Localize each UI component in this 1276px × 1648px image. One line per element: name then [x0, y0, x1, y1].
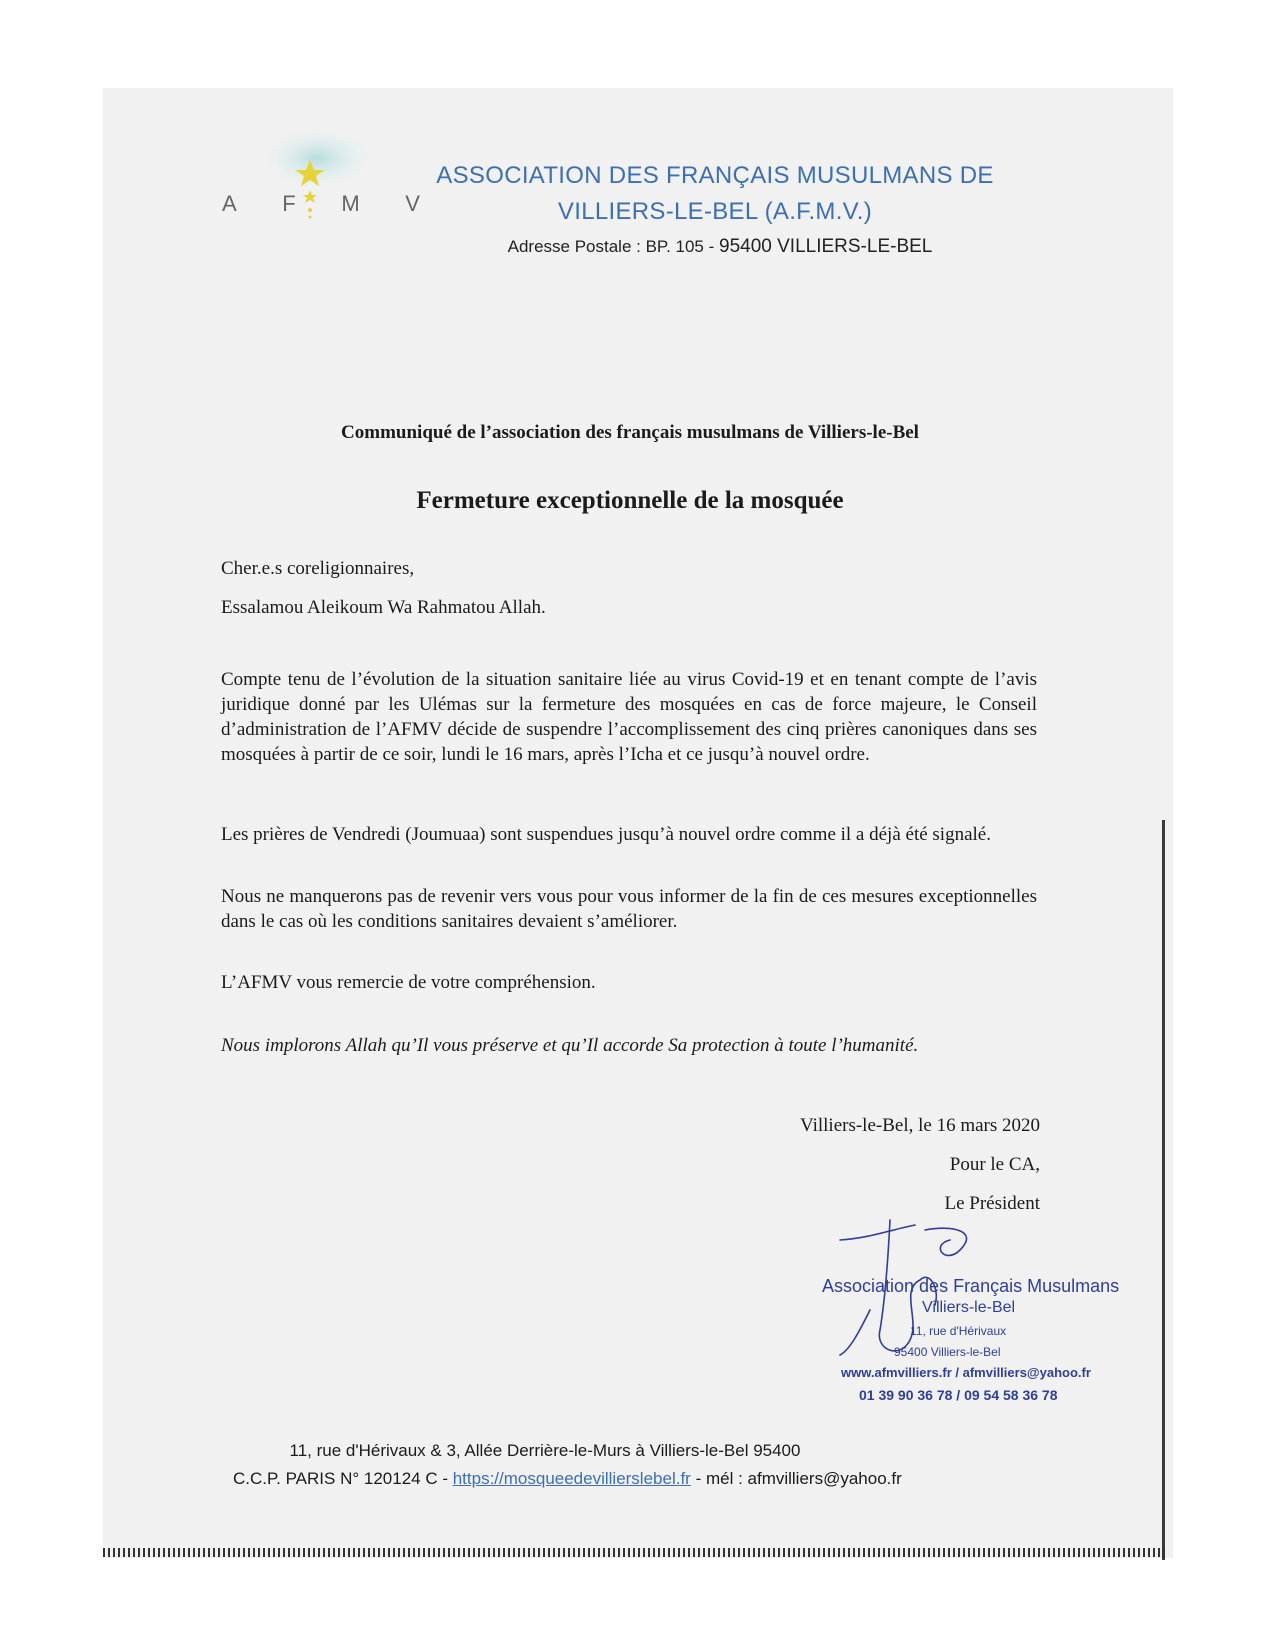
footer-email: - mél : afmvilliers@yahoo.fr: [690, 1469, 902, 1488]
for-ca: Pour le CA,: [949, 1154, 1040, 1175]
website-link[interactable]: https://mosqueedevillierslebel.fr: [452, 1469, 691, 1488]
stamp-line: Villiers-le-Bel: [922, 1299, 1016, 1316]
footer-address: 11, rue d'Hérivaux & 3, Allée Derrière-le-Murs à Villiers-le-Bel 95400: [289, 1441, 801, 1460]
footer-ccp: C.C.P. PARIS N° 120124 C: [233, 1469, 438, 1488]
logo-letter: A: [222, 191, 239, 216]
footer-contact: [233, 1469, 993, 1489]
logo-letter: M: [341, 191, 362, 216]
stamp-line: Association des Français Musulmans: [822, 1276, 1120, 1296]
stamp-line: www.afmvilliers.fr / afmvilliers@yahoo.fr: [841, 1365, 1091, 1380]
prayer-line: Nous implorons Allah qu’Il vous préserve et qu’Il accorde Sa protection à toute l’humanité.: [221, 1035, 919, 1056]
postal-address-prefix: Adresse Postale : BP. 105 -: [507, 237, 719, 256]
postal-address: [470, 236, 970, 258]
org-name-line2: VILLIERS-LE-BEL (A.F.M.V.): [557, 198, 873, 225]
scan-edge-line: [1162, 820, 1165, 1560]
salutation: Cher.e.s coreligionnaires,: [221, 558, 415, 579]
association-stamp: [822, 1268, 1120, 1418]
org-name-line1: ASSOCIATION DES FRANÇAIS MUSULMANS DE: [436, 162, 994, 189]
communique-heading: Communiqué de l’association des français musulmans de Villiers-le-Bel: [341, 422, 919, 443]
stamp-line: 11, rue d'Hérivaux: [910, 1324, 1007, 1338]
org-name: [430, 158, 1000, 230]
scan-edge-ticks: [103, 1548, 1168, 1557]
postal-address-city: 95400 VILLIERS-LE-BEL: [719, 236, 933, 257]
logo-letter: F: [282, 191, 298, 216]
footer-separator: -: [437, 1469, 453, 1488]
document-title: Fermeture exceptionnelle de la mosquée: [416, 487, 844, 514]
paragraph-3: Nous ne manquerons pas de revenir vers vous pour vous informer de la fin de ces mesures exceptionnelles dans le cas où les conditions sanitaires devaient s’améliorer.: [221, 886, 1037, 932]
paragraph-2: Les prières de Vendredi (Joumuaa) sont suspendues jusqu’à nouvel ordre comme il a déjà été signalé.: [221, 824, 991, 845]
star-icon: [222, 128, 422, 238]
afmv-logo: [222, 128, 422, 238]
date-place: Villiers-le-Bel, le 16 mars 2020: [800, 1115, 1040, 1136]
greeting: Essalamou Aleikoum Wa Rahmatou Allah.: [221, 597, 546, 618]
logo-letter: V: [405, 191, 422, 216]
stamp-line: 01 39 90 36 78 / 09 54 58 36 78: [859, 1387, 1058, 1403]
stamp-line: 95400 Villiers-le-Bel: [894, 1345, 1001, 1359]
paragraph-1: Compte tenu de l’évolution de la situation sanitaire liée au virus Covid-19 et en tenant compte de l’avis juridique donné par les Ulémas sur la fermeture des mosquées en cas de force majeure, le Conseil d’administration de l’AFMV décide de suspendre l’accomplissement des cinq prières canoniques dans ses mosquées à partir de ce soir, lundi le 16 mars, après l’Icha et ce jusqu’à nouvel ordre.: [221, 669, 1037, 765]
president-title: Le Président: [944, 1193, 1040, 1214]
thanks-line: L’AFMV vous remercie de votre compréhension.: [221, 972, 596, 993]
